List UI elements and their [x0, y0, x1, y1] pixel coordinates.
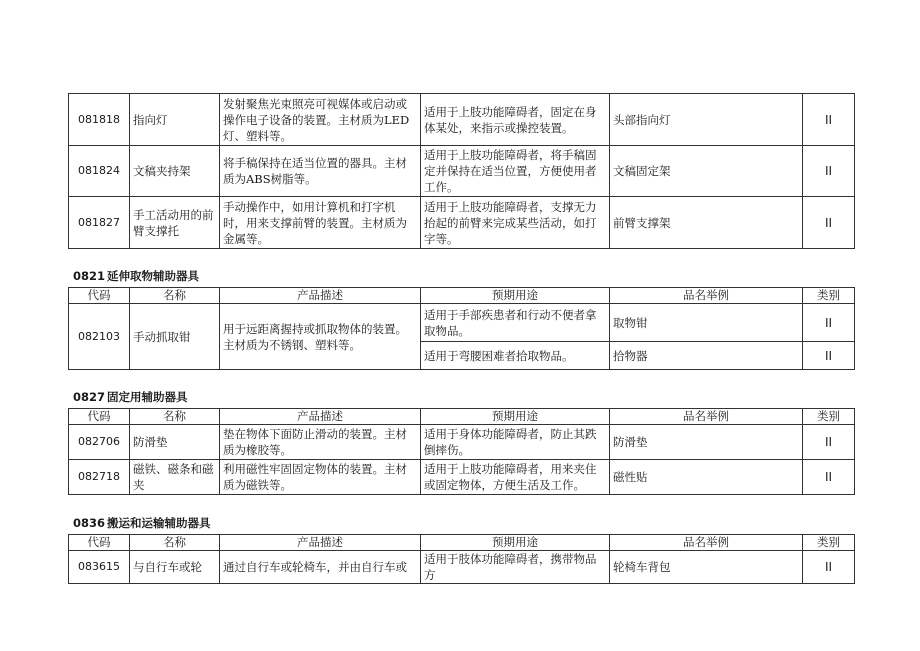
- table-row: [69, 94, 855, 146]
- table-row: [69, 146, 855, 197]
- header-code: 代码: [69, 535, 130, 551]
- product-description: 用于远距离握持或抓取物体的装置。主材质为不锈钢、塑料等。: [220, 304, 421, 370]
- header-class: 类别: [803, 409, 855, 425]
- product-description: 垫在物体下面防止滑动的装置。主材质为橡胶等。: [220, 425, 421, 460]
- section-title: 延伸取物辅助器具: [107, 269, 200, 283]
- product-example: 取物钳: [610, 304, 803, 342]
- product-example: 拾物器: [610, 342, 803, 370]
- section-code: 0836: [73, 516, 106, 530]
- product-example: 头部指向灯: [610, 94, 803, 146]
- table-row: [69, 425, 855, 460]
- assistive-table-0827: [68, 408, 855, 495]
- assistive-table-0836: [68, 534, 855, 584]
- header-use: 预期用途: [421, 288, 610, 304]
- header-use: 预期用途: [421, 535, 610, 551]
- assistive-table-continued: [68, 93, 855, 249]
- product-code: 082718: [69, 460, 130, 495]
- table-row: [69, 551, 855, 584]
- product-description: 通过自行车或轮椅车，并由自行车或: [220, 551, 421, 584]
- product-name: 文稿夹持架: [130, 146, 220, 197]
- product-class: II: [803, 425, 855, 460]
- product-class: II: [803, 304, 855, 342]
- product-class: II: [803, 146, 855, 197]
- intended-use: 适用于上肢功能障碍者，支撑无力抬起的前臂来完成某些活动，如打字等。: [421, 197, 610, 249]
- product-name: 防滑垫: [130, 425, 220, 460]
- product-description: 将手稿保持在适当位置的器具。主材质为ABS树脂等。: [220, 146, 421, 197]
- header-description: 产品描述: [220, 288, 421, 304]
- intended-use: 适用于上肢功能障碍者，固定在身体某处，来指示或操控装置。: [421, 94, 610, 146]
- section-heading: [73, 389, 188, 405]
- product-name: 指向灯: [130, 94, 220, 146]
- table-row: [69, 460, 855, 495]
- product-class: II: [803, 197, 855, 249]
- section-title: 搬运和运输辅助器具: [107, 516, 211, 530]
- product-name: 手工活动用的前臂支撑托: [130, 197, 220, 249]
- assistive-table-0821: [68, 287, 855, 370]
- product-code: 081824: [69, 146, 130, 197]
- header-class: 类别: [803, 535, 855, 551]
- intended-use: 适用于上肢功能障碍者，将手稿固定并保持在适当位置，方便使用者工作。: [421, 146, 610, 197]
- product-class: II: [803, 551, 855, 584]
- product-description: 利用磁性牢固固定物体的装置。主材质为磁铁等。: [220, 460, 421, 495]
- product-code: 081818: [69, 94, 130, 146]
- table-row: [69, 197, 855, 249]
- section-code: 0821: [73, 269, 106, 283]
- header-code: 代码: [69, 409, 130, 425]
- table-header-row: [69, 409, 855, 425]
- product-code: 082103: [69, 304, 130, 370]
- header-code: 代码: [69, 288, 130, 304]
- product-name: 手动抓取钳: [130, 304, 220, 370]
- product-description: 手动操作中，如用计算机和打字机时，用来支撑前臂的装置。主材质为金属等。: [220, 197, 421, 249]
- header-example: 品名举例: [610, 288, 803, 304]
- intended-use: 适用于肢体功能障碍者，携带物品方: [421, 551, 610, 584]
- header-description: 产品描述: [220, 409, 421, 425]
- product-class: II: [803, 94, 855, 146]
- product-code: 082706: [69, 425, 130, 460]
- intended-use: 适用于身体功能障碍者，防止其跌倒摔伤。: [421, 425, 610, 460]
- header-example: 品名举例: [610, 409, 803, 425]
- product-example: 磁性贴: [610, 460, 803, 495]
- product-class: II: [803, 460, 855, 495]
- product-code: 081827: [69, 197, 130, 249]
- intended-use: 适用于手部疾患者和行动不便者拿取物品。: [421, 304, 610, 342]
- header-class: 类别: [803, 288, 855, 304]
- header-name: 名称: [130, 288, 220, 304]
- product-name: 与自行车或轮: [130, 551, 220, 584]
- product-class: II: [803, 342, 855, 370]
- header-example: 品名举例: [610, 535, 803, 551]
- product-example: 前臂支撑架: [610, 197, 803, 249]
- product-description: 发射聚焦光束照亮可视媒体或启动或操作电子设备的装置。主材质为LED灯、塑料等。: [220, 94, 421, 146]
- product-code: 083615: [69, 551, 130, 584]
- product-name: 磁铁、磁条和磁夹: [130, 460, 220, 495]
- product-example: 文稿固定架: [610, 146, 803, 197]
- header-description: 产品描述: [220, 535, 421, 551]
- header-use: 预期用途: [421, 409, 610, 425]
- header-name: 名称: [130, 535, 220, 551]
- header-name: 名称: [130, 409, 220, 425]
- table-header-row: [69, 288, 855, 304]
- table-header-row: [69, 535, 855, 551]
- section-title: 固定用辅助器具: [107, 390, 188, 404]
- section-code: 0827: [73, 390, 106, 404]
- intended-use: 适用于上肢功能障碍者，用来夹住或固定物体，方便生活及工作。: [421, 460, 610, 495]
- product-example: 防滑垫: [610, 425, 803, 460]
- intended-use: 适用于弯腰困难者拾取物品。: [421, 342, 610, 370]
- section-heading: [73, 515, 211, 531]
- product-example: 轮椅车背包: [610, 551, 803, 584]
- section-heading: [73, 268, 199, 284]
- table-row: [69, 304, 855, 342]
